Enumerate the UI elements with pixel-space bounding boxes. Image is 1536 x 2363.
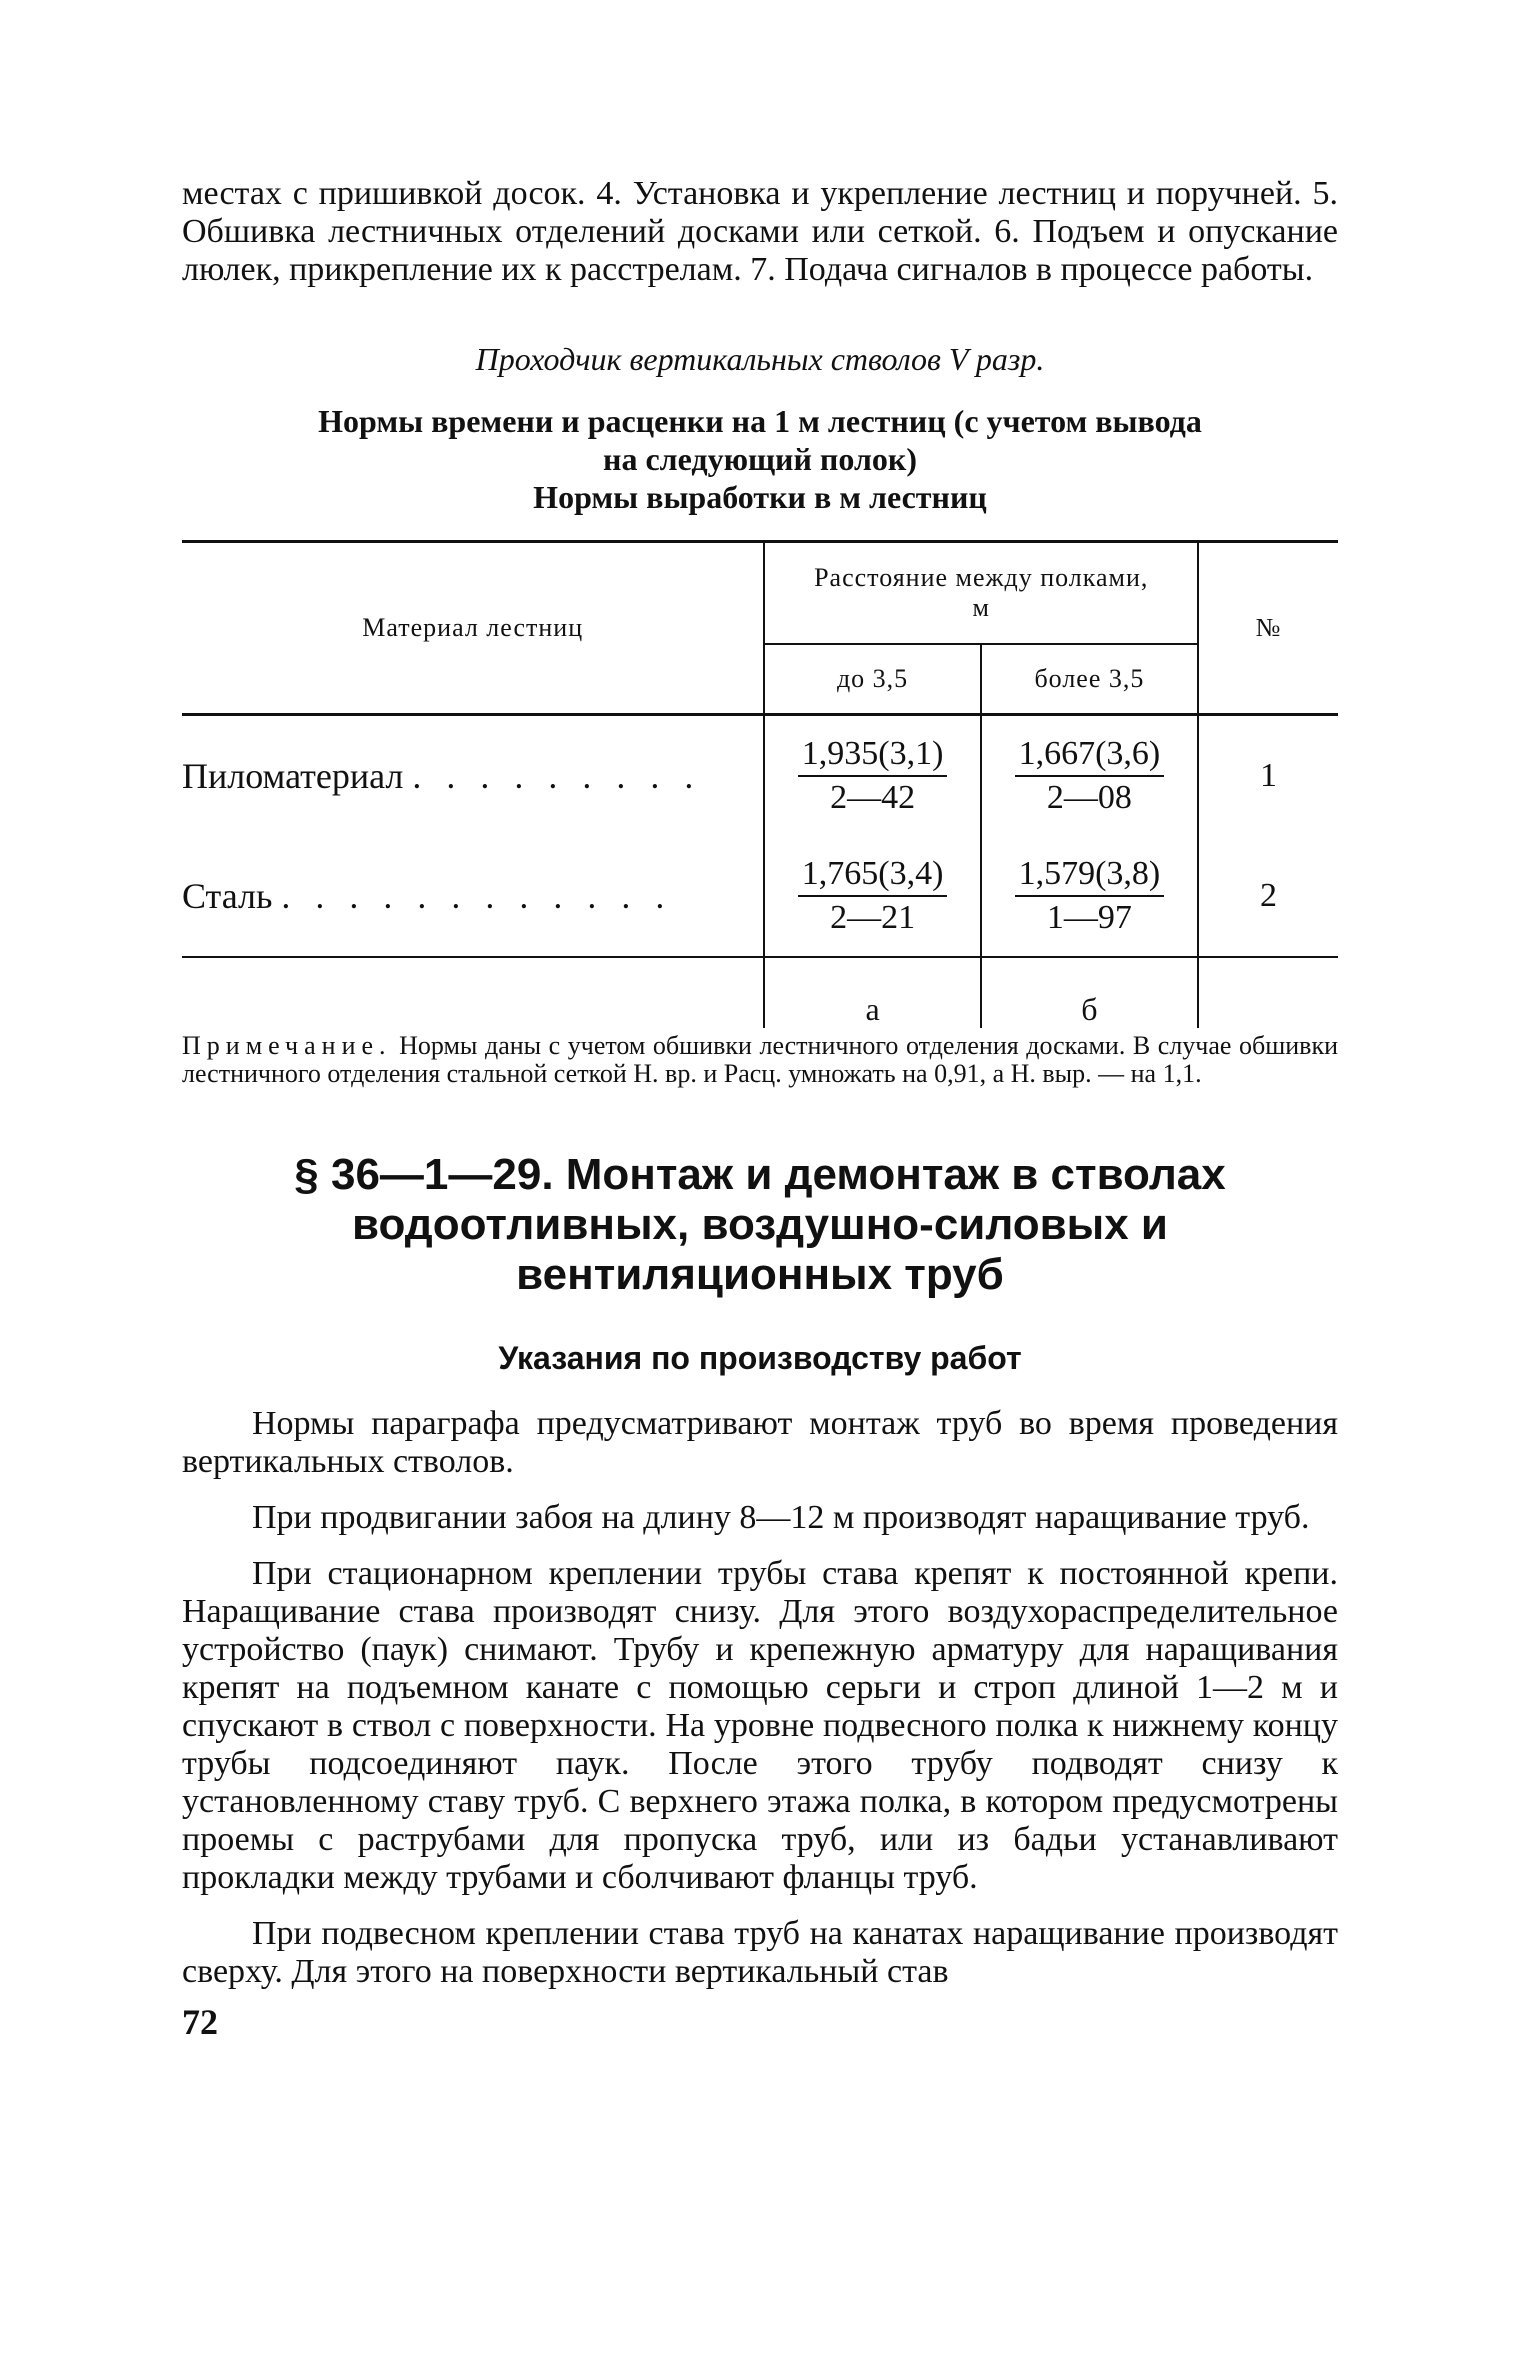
header-number: №: [1198, 542, 1338, 715]
norms-heading-line1: Нормы времени и расценки на 1 м лестниц (с учетом вывода: [318, 403, 1202, 439]
row-label: [182, 836, 764, 957]
cell-a: [764, 836, 980, 957]
fraction: [1015, 735, 1165, 817]
row-label: [182, 715, 764, 837]
norms-heading-line2: на следующий полок): [603, 441, 917, 477]
section-title: § 36—1—29. Монтаж и демонтаж в стволах водоотливных, воздушно-силовых и вентиляционных труб: [294, 1150, 1226, 1299]
paragraph-1: Нормы параграфа предусматривают монтаж труб во время проведения вертикальных стволов.: [182, 1405, 1338, 1480]
header-sub-a: до 3,5: [764, 644, 980, 715]
row-label-text: Сталь: [182, 876, 273, 916]
norms-table: [182, 540, 1338, 1028]
page: [182, 175, 1338, 2043]
note-label: Примечание.: [182, 1031, 392, 1060]
fraction-denominator: 2—21: [830, 899, 916, 936]
cell-b: [981, 836, 1198, 957]
note-text: Нормы даны с учетом обшивки лестничного отделения досками. В случае обшивки лестничного отделения стальной сеткой Н. вр. и Расц. умножать на 0,91, а Н. выр. — на 1,1.: [182, 1031, 1338, 1088]
paragraph-4: При подвесном креплении става труб на канатах наращивание производят сверху. Для этого на поверхности вертикальный став: [182, 1915, 1338, 1990]
paragraph-3: При стационарном креплении трубы става крепят к постоянной крепи. Наращивание става производят снизу. Для этого воздухораспределительное устройство (паук) снимают. Трубу и крепежную арматуру для наращивания крепят на подъемном канате с помощью серьги и строп длиной 1—2 м и спускают в ствол с поверхности. На уровне подвесного полка к нижнему концу трубы подсоединяют паук. После этого трубу подводят снизу к установленному ставу труб. С верхнего этажа полка, в котором предусмотрены проемы с раструбами для пропуска труб, или из бадьи устанавливают прокладки между трубами и сболчивают фланцы труб.: [182, 1555, 1338, 1896]
fraction-numerator: 1,667(3,6): [1015, 735, 1165, 777]
paragraph-2: При продвигании забоя на длину 8—12 м производят наращивание труб.: [252, 1499, 1310, 1536]
header-sub-b: более 3,5: [981, 644, 1198, 715]
fraction-numerator: 1,935(3,1): [798, 735, 948, 777]
row-dots: . . . . . . . . . . . .: [281, 876, 673, 916]
section-subtitle: Указания по производству работ: [498, 1340, 1022, 1376]
intro-paragraph: местах с пришивкой досок. 4. Установка и укрепление лестниц и поручней. 5. Обшивка лестничных отделений досками или сеткой. 6. Подъем и опускание люлек, прикрепление их к расстрелам. 7. Подача сигналов в процессе работы.: [182, 175, 1338, 288]
fraction-numerator: 1,765(3,4): [798, 855, 948, 897]
footer-empty: [182, 957, 764, 1028]
footer-a: а: [764, 957, 980, 1028]
table-row: [182, 836, 1338, 957]
cell-number: 2: [1198, 836, 1338, 957]
page-number: 72: [182, 2002, 218, 2042]
cell-number: 1: [1198, 715, 1338, 837]
table-note: [182, 1032, 1338, 1088]
footer-number-empty: [1198, 957, 1338, 1028]
header-material: Материал лестниц: [182, 542, 764, 715]
fraction-denominator: 2—08: [1046, 779, 1132, 816]
norms-heading-line3: Нормы выработки в м лестниц: [533, 479, 987, 515]
row-label-text: Пиломатериал: [182, 756, 404, 796]
worker-title: Проходчик вертикальных стволов V разр.: [475, 341, 1045, 377]
row-dots: . . . . . . . . .: [412, 756, 702, 796]
table-footer-row: [182, 957, 1338, 1028]
footer-b: б: [981, 957, 1198, 1028]
fraction: [798, 735, 948, 817]
fraction: [798, 855, 948, 937]
fraction-denominator: 1—97: [1046, 899, 1132, 936]
fraction-denominator: 2—42: [830, 779, 916, 816]
fraction: [1015, 855, 1165, 937]
fraction-numerator: 1,579(3,8): [1015, 855, 1165, 897]
table-row: [182, 715, 1338, 837]
cell-b: [981, 715, 1198, 837]
header-distance: Расстояние между полками, м: [764, 542, 1198, 645]
cell-a: [764, 715, 980, 837]
